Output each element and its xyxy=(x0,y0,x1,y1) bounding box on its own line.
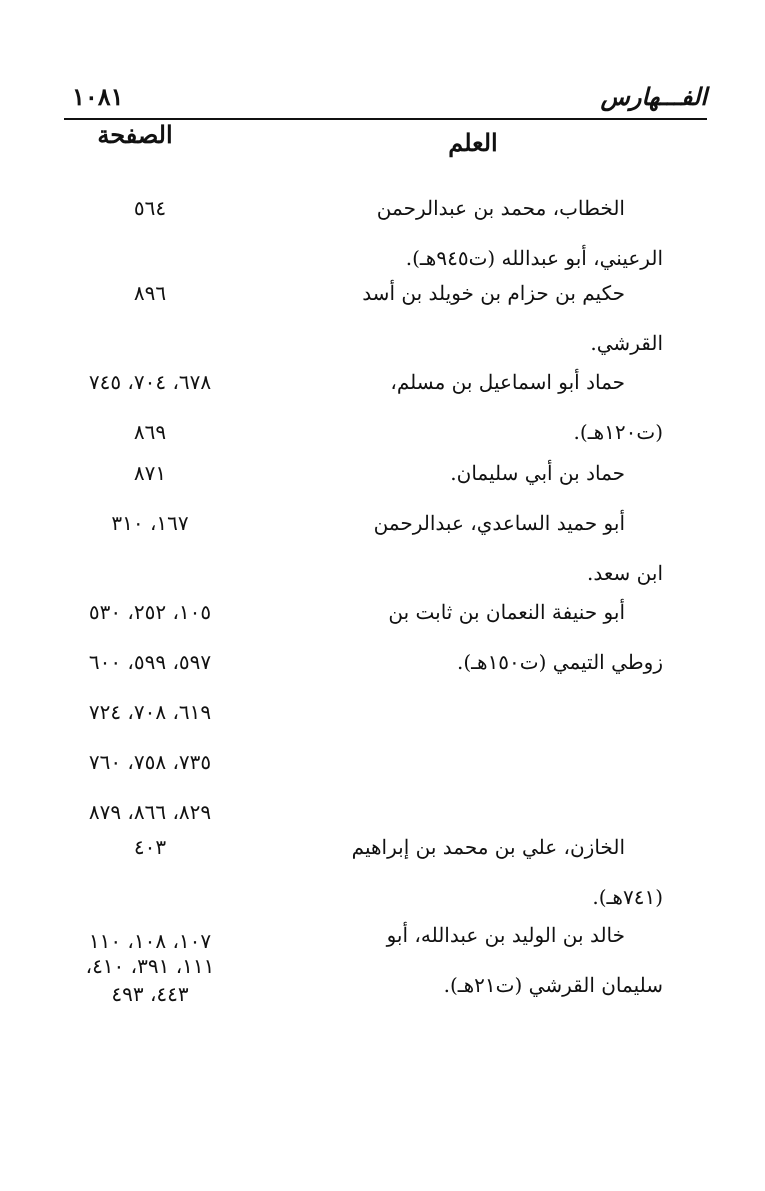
entry-line: خالد بن الوليد بن عبدالله، أبو xyxy=(386,923,625,947)
column-header-name: العلم xyxy=(448,128,498,157)
page-ref: ٤٠٣ xyxy=(133,835,167,859)
page-ref: ٥٩٧، ٥٩٩، ٦٠٠ xyxy=(88,650,212,674)
entry-line: (ت١٢٠هـ). xyxy=(573,420,663,444)
page-ref: ٥٦٤ xyxy=(133,196,167,220)
entry-pages xyxy=(60,910,240,1008)
column-header-page: الصفحة xyxy=(97,120,173,149)
page-ref: ٨٦٩ xyxy=(133,420,167,444)
entry-pages xyxy=(60,498,240,548)
page-number: ١٠٨١ xyxy=(72,82,124,111)
entry-line: حماد أبو اسماعيل بن مسلم، xyxy=(390,370,625,394)
running-header-title: الفـــهارس xyxy=(600,82,707,111)
index-entry xyxy=(353,268,663,368)
entry-line: أبو حنيفة النعمان بن ثابت بن xyxy=(388,600,625,624)
index-entry xyxy=(353,910,663,1010)
page-ref: ١٦٧، ٣١٠ xyxy=(111,511,189,535)
page-ref: ٨٧١ xyxy=(133,461,167,485)
page-ref: ٨٩٦ xyxy=(133,281,167,305)
entry-line: الخازن، علي بن محمد بن إبراهيم xyxy=(351,835,625,859)
page-ref: ١١١، ٣٩١، ٤١٠، xyxy=(85,954,215,978)
index-entry xyxy=(353,448,663,498)
entry-pages xyxy=(60,268,240,318)
index-entry xyxy=(353,357,663,457)
page-ref: ١٠٥، ٢٥٢، ٥٣٠ xyxy=(88,600,212,624)
entry-line: الخطاب، محمد بن عبدالرحمن xyxy=(376,196,625,220)
entry-pages xyxy=(60,448,240,498)
page-ref: ٧٣٥، ٧٥٨، ٧٦٠ xyxy=(88,750,212,774)
entry-line: القرشي. xyxy=(590,331,663,355)
index-entry xyxy=(353,587,663,687)
entry-pages xyxy=(60,357,240,457)
page-ref: ٦١٩، ٧٠٨، ٧٢٤ xyxy=(88,700,212,724)
entry-line: (٧٤١هـ). xyxy=(592,885,663,909)
entry-pages xyxy=(60,183,240,233)
entry-line: حماد بن أبي سليمان. xyxy=(450,461,625,485)
index-entry xyxy=(353,498,663,598)
entry-line: الرعيني، أبو عبدالله (ت٩٤٥هـ). xyxy=(405,246,663,270)
entry-line: ابن سعد. xyxy=(587,561,663,585)
entry-pages xyxy=(60,587,240,837)
page-ref: ٨٢٩، ٨٦٦، ٨٧٩ xyxy=(88,800,212,824)
page-ref: ٤٤٣، ٤٩٣ xyxy=(111,982,189,1006)
entry-line: زوطي التيمي (ت١٥٠هـ). xyxy=(456,650,663,674)
entry-pages xyxy=(60,822,240,872)
page-ref: ١٠٧، ١٠٨، ١١٠ xyxy=(88,929,212,953)
page-ref: ٦٧٨، ٧٠٤، ٧٤٥ xyxy=(88,370,212,394)
entry-line: سليمان القرشي (ت٢١هـ). xyxy=(443,973,663,997)
entry-line: أبو حميد الساعدي، عبدالرحمن xyxy=(373,511,625,535)
index-entry xyxy=(353,822,663,922)
entry-line: حكيم بن حزام بن خويلد بن أسد xyxy=(362,281,625,305)
